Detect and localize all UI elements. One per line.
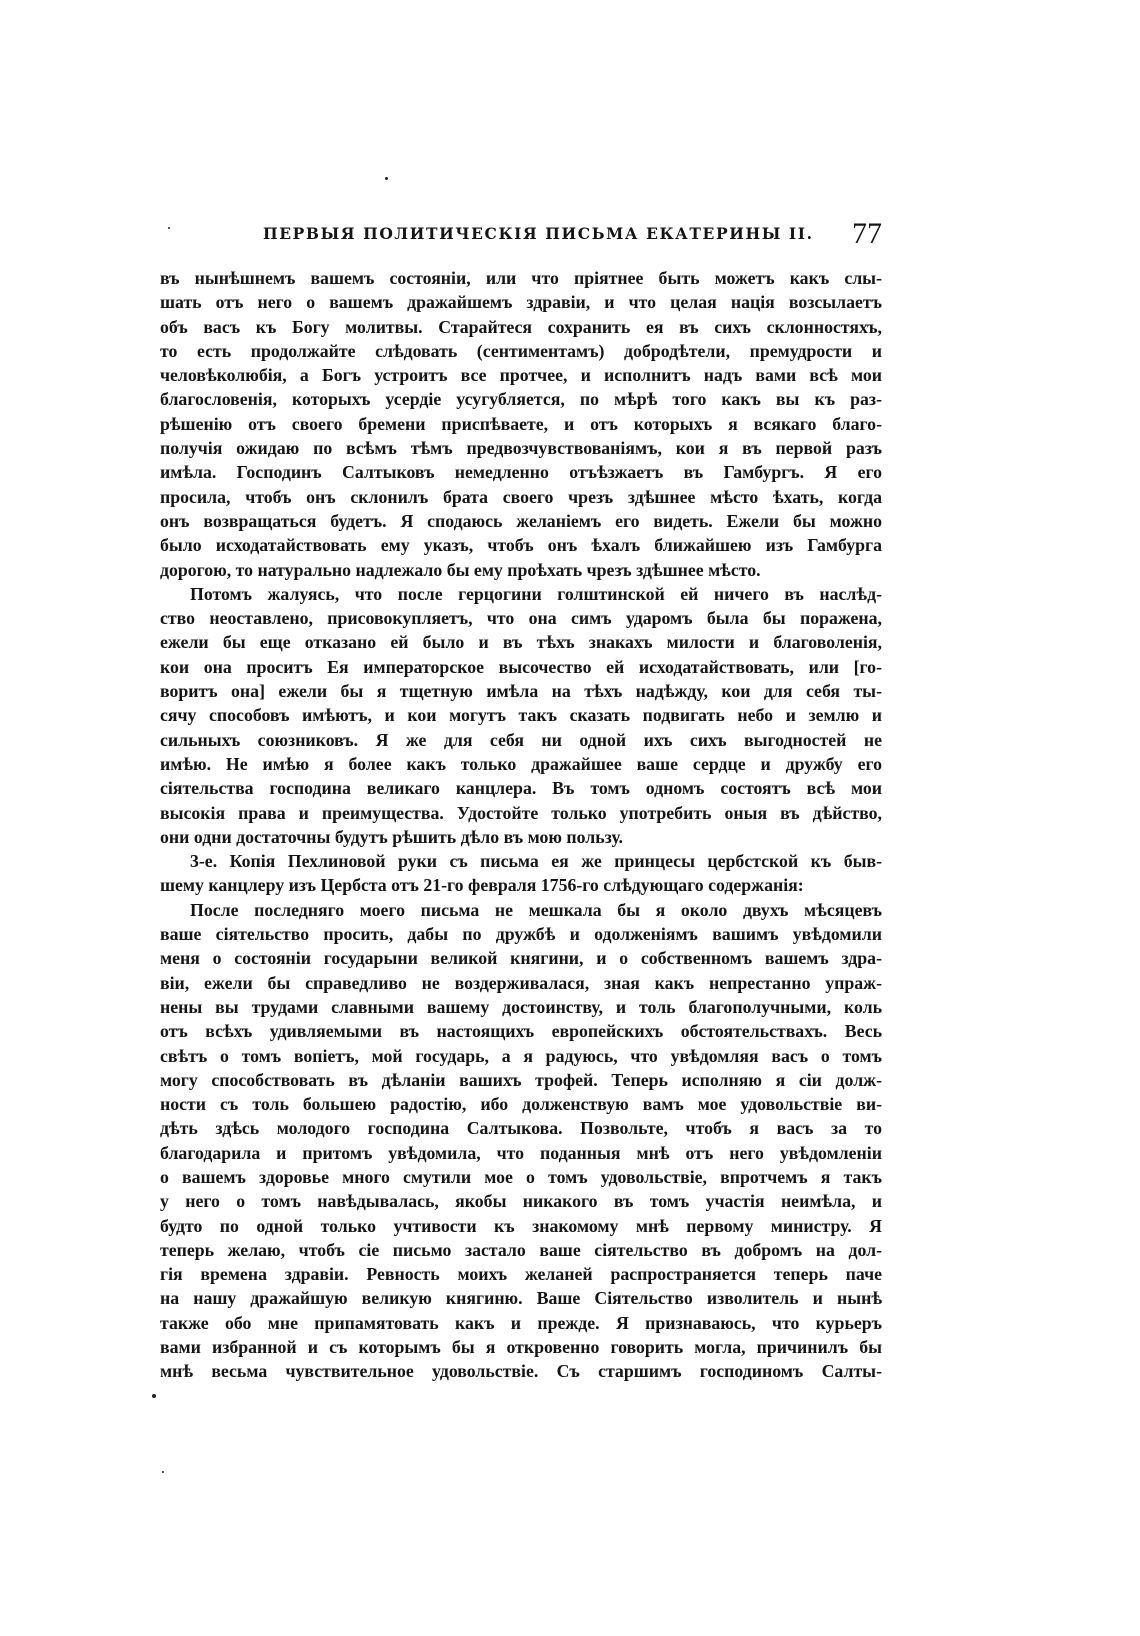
text-line: дорогою, то натурально надлежало бы ему проѣхать чрезъ здѣшнее мѣсто.	[160, 559, 761, 580]
text-line: благословенія, которыхъ усердіе усугубляется, по мѣрѣ того какъ вы къ раз-	[160, 389, 882, 410]
ink-speck	[152, 1394, 156, 1398]
text-line: свѣтъ о томъ вопіетъ, мой государь, а я радуюсь, что увѣдомляя васъ о томъ	[160, 1045, 882, 1066]
text-line: высокія права и преимущества. Удостойте только употребить оныя въ дѣйство,	[160, 802, 882, 823]
text-line: Потомъ жалуясь, что после герцогини голштинской ей ничего въ наслѣд-	[190, 583, 882, 604]
text-line: сильныхъ союзниковъ. Я же для себя ни одной ихъ сихъ выгодностей не	[160, 729, 882, 750]
text-line: благодарила и притомъ увѣдомила, что поданныя мнѣ отъ него увѣдомленіи	[160, 1142, 882, 1163]
page-header	[160, 212, 882, 256]
text-line: шать отъ него о вашемъ дражайшемъ здравіи, и что целая нація возсылаетъ	[160, 292, 882, 313]
text-line: на нашу дражайшую великую княгиню. Ваше Сіятельство изволитель и нынѣ	[160, 1288, 882, 1309]
text-line: получія ожидаю по всѣмъ тѣмъ предвозчувствованіямъ, кои я въ первой разъ	[160, 438, 882, 459]
text-line: ство неоставлено, присовокупляетъ, что она симъ ударомъ была бы поражена,	[160, 608, 882, 629]
text-line: нены вы трудами славными вашему достоинству, и толь благополучными, коль	[160, 996, 882, 1017]
text-line: сячу способовъ имѣютъ, и кои могутъ такъ сказать подвигать небо и землю и	[160, 705, 882, 726]
running-title: ПЕРВЫЯ ПОЛИТИЧЕСКІЯ ПИСЬМА ЕКАТЕРИНЫ II.	[263, 224, 814, 243]
text-line: просила, чтобъ онъ склонилъ брата своего чрезъ здѣшнее мѣсто ѣхать, когда	[160, 486, 882, 507]
text-line: отъ всѣхъ удивляемыми въ настоящихъ европейскихъ обстоятельствахъ. Весь	[160, 1021, 882, 1042]
text-line: то есть продолжайте слѣдовать (сентиментамъ) добродѣтели, премудрости и	[160, 340, 882, 361]
text-line: дѣть здѣсь молодого господина Салтыкова. Позвольте, чтобъ я васъ за то	[160, 1118, 882, 1139]
text-line: ваше сіятельство просить, дабы по дружбѣ и одолженіямъ вашимъ увѣдомили	[160, 924, 882, 945]
text-line: вами избранной и съ которымъ бы я откровенно говорить могла, причинилъ бы	[160, 1337, 882, 1358]
text-line: человѣколюбія, а Богъ устроитъ все протчее, и исполнитъ надъ вами всѣ мои	[160, 365, 882, 386]
text-line: было исходатайствовать ему указъ, чтобъ онъ ѣхалъ ближайшею изъ Гамбурга	[160, 535, 882, 556]
text-line: онъ возвращаться будетъ. Я сподаюсь желаніемъ его видеть. Ежели бы можно	[160, 510, 882, 531]
text-line: ности съ толь большею радостію, ибо долженствую вамъ мое удовольствіе ви-	[160, 1094, 882, 1115]
text-line: кои она проситъ Ея императорское высочество ей исходатайствовать, или [го-	[160, 656, 882, 677]
text-line: шему канцлеру изъ Цербста отъ 21-го февраля 1756-го слѣдующаго содержанія:	[160, 875, 804, 896]
text-line: имѣю. Не имѣю я более какъ только дражайшее ваше сердце и дружбу его	[160, 753, 882, 774]
text-line: сіятельства господина великаго канцлера. Въ томъ одномъ состоятъ всѣ мои	[160, 778, 882, 799]
text-line: віи, ежели бы справедливо не воздерживалася, зная какъ непрестанно упраж-	[160, 972, 882, 993]
text-line: объ васъ къ Богу молитвы. Старайтеся сохранить ея въ сихъ склонностяхъ,	[160, 316, 882, 337]
text-line: ежели бы еще отказано ей было и въ тѣхъ знакахъ милости и благоволенія,	[160, 632, 882, 653]
text-line: могу способствовать въ дѣланіи вашихъ трофей. Теперь исполняю я сіи долж-	[160, 1069, 882, 1090]
body-text	[160, 266, 882, 1384]
ink-speck	[385, 177, 388, 180]
page-number: 77	[852, 217, 882, 250]
text-line: рѣшенію отъ своего бремени приспѣваете, и отъ которыхъ я всякаго благо-	[160, 413, 882, 434]
text-line: будто по одной только учтивости къ знакомому мнѣ первому министру. Я	[160, 1215, 882, 1236]
text-line: мнѣ весьма чувствительное удовольствіе. Съ старшимъ господиномъ Салты-	[160, 1361, 882, 1382]
ink-speck	[162, 1471, 164, 1473]
text-line: также обо мне припамятовать какъ и прежде. Я признаваюсь, что курьеръ	[160, 1312, 882, 1333]
text-line: 3-е. Копія Пехлиновой руки съ письма ея же принцесы цербстской къ быв-	[190, 851, 882, 872]
text-line: теперь желаю, чтобъ сіе письмо застало ваше сіятельство въ добромъ на дол-	[160, 1239, 882, 1260]
text-line: воритъ она] ежели бы я тщетную имѣла на тѣхъ надѣжду, кои для себя ты-	[160, 681, 882, 702]
text-line: имѣла. Господинъ Салтыковъ немедленно отъѣзжаетъ въ Гамбургъ. Я его	[160, 462, 882, 483]
text-line: меня о состояніи государыни великой княгини, и о собственномъ вашемъ здра-	[160, 948, 882, 969]
text-line: они одни достаточны будутъ рѣшить дѣло въ мою пользу.	[160, 826, 623, 847]
text-line: у него о томъ навѣдывалась, якобы никакого въ томъ участія неимѣла, и	[160, 1191, 882, 1212]
text-line: въ нынѣшнемъ вашемъ состояніи, или что пріятнее быть можетъ какъ слы-	[160, 268, 882, 288]
text-line: гія времена здравіи. Ревность моихъ желаней распространяется теперь паче	[160, 1264, 882, 1285]
text-line: о вашемъ здоровье много смутили мое о томъ удовольствіе, впротчемъ я такъ	[160, 1166, 882, 1187]
text-line: После последняго моего письма не мешкала бы я около двухъ мѣсяцевъ	[190, 899, 882, 920]
